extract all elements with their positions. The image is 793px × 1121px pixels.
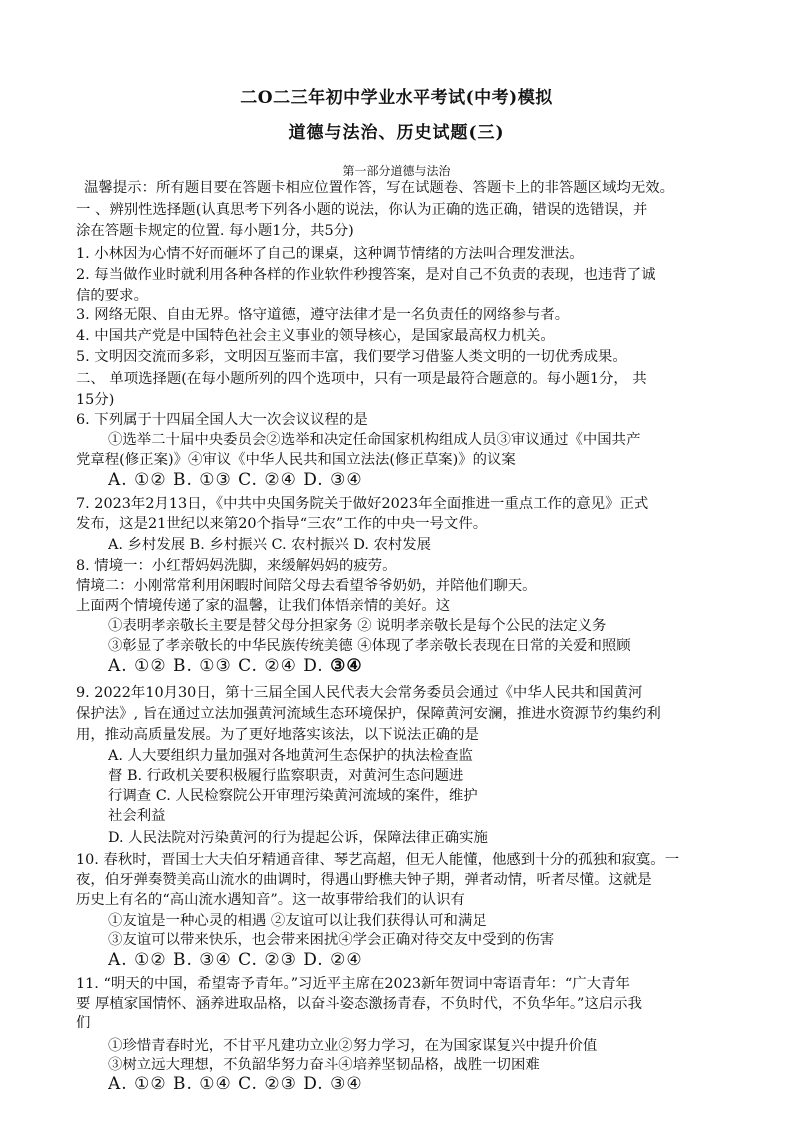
question-6-stem: 6. 下列属于十四届全国人大一次会议议程的是 — [76, 412, 368, 428]
notice: 温馨提示：所有题目要在答题卡相应位置作答，写在试题卷、答题卡上的非答题区域均无效。 — [84, 180, 675, 196]
section1-intro: 一 、辨别性选择题(认真思考下列各小题的说法，你认为正确的选正确，错误的选错误，并 — [76, 202, 648, 218]
question-8-items-cont: ③彰显了孝亲敬长的中华民族传统美德 ④体现了孝亲敬长表现在日常的关爱和照顾 — [108, 638, 631, 654]
question-11-items-cont: ③树立远大理想，不负韶华努力奋斗④培养坚韧品格，战胜一切困难 — [108, 1057, 540, 1073]
question-8-options — [108, 656, 768, 676]
question-7-stem-cont: 发布，这是21世纪以来第20个指导“三农”工作的中央一号文件。 — [76, 516, 488, 532]
question-2: 2. 每当做作业时就利用各种各样的作业软件秒搜答案，是对自己不负责的表现，也违背了诚 — [76, 267, 656, 283]
question-10-stem-cont-1: 夜，伯牙弹奏赞美高山流水的曲调时，得遇山野樵夫钟子期，弹者动情，听者尽懂。这就是 — [76, 872, 652, 888]
question-11-stem-cont-1: 要 厚植家国情怀、涵养进取品格，以奋斗姿态激扬青春，不负时代，不负华年。”这启示我 — [76, 996, 642, 1012]
section2-intro-cont: 15分) — [76, 392, 115, 408]
question-8-items: ①表明孝亲敬长主要是替父母分担家务 ② 说明孝亲敬长是每个公民的法定义务 — [108, 618, 607, 634]
question-10-options: A. ①② B. ③④ C. ②③ D. ②④ — [108, 950, 363, 970]
question-10-items: ①友谊是一种心灵的相遇 ②友谊可以让我们获得认可和满足 — [108, 913, 487, 929]
question-8-scene-1: 8. 情境一：小红帮妈妈洗脚，来缓解妈妈的疲劳。 — [76, 558, 397, 574]
question-6-options: A. ①② B. ①③ C. ②④ D. ③④ — [108, 470, 363, 490]
question-10-stem: 10. 春秋时，晋国士大夫伯牙精通音律、琴艺高超，但无人能懂，他感到十分的孤独和寂寞。一 — [76, 852, 680, 868]
question-9-option-d: D. 人民法院对污染黄河的行为提起公诉，保障法律正确实施 — [108, 830, 488, 846]
question-11-items: ①珍惜青春时光，不甘平凡建功立业②努力学习，在为国家谋复兴中提升价值 — [108, 1038, 598, 1054]
question-11-stem-cont-2: 们 — [76, 1015, 91, 1031]
question-9-stem: 9. 2022年10月30日，第十三届全国人民代表大会常务委员会通过《中华人民共和国黄河 — [76, 685, 643, 701]
question-9-stem-cont-2: 用，推动高质量发展。为了更好地落实该法，以下说法正确的是 — [76, 727, 479, 743]
question-8-stem: 上面两个情境传递了家的温馨，让我们体悟亲情的美好。这 — [76, 598, 451, 614]
question-6-items: ①选举二十届中央委员会②选举和决定任命国家机构组成人员③审议通过《中国共产 — [108, 432, 641, 448]
question-7-stem: 7. 2023年2月13日，《中共中央国务院关于做好2023年全面推进一重点工作的意见》正式 — [76, 496, 649, 512]
question-11-options: A. ①② B. ①④ C. ②③ D. ③④ — [108, 1074, 363, 1094]
question-2-cont: 信的要求。 — [76, 288, 148, 304]
question-10-items-cont: ③友谊可以带来快乐，也会带来困扰④学会正确对待交友中受到的伤害 — [108, 932, 555, 948]
question-8-options-main: A. ①② B. ①③ C. ②④ D. — [108, 656, 331, 676]
section2-intro: 二、 单项选择题(在每小题所列的四个选项中，只有一项是最符合题意的。每小题1分， 共 — [76, 371, 647, 387]
question-9-stem-cont-1: 保护法》, 旨在通过立法加强黄河流域生态环境保护，保障黄河安澜，推进水资源节约集约利 — [76, 706, 661, 722]
question-8-option-d-bold: ③④ — [330, 656, 363, 676]
question-9-option-c-cont: 社会利益 — [108, 808, 166, 824]
section1-intro-cont: 涂在答题卡规定的位置. 每小题1分，共5分) — [76, 223, 354, 239]
question-5: 5. 文明因交流而多彩，文明因互鉴而丰富，我们要学习借鉴人类文明的一切优秀成果。 — [76, 349, 627, 365]
exam-title: 二O二三年初中学业水平考试(中考)模拟 — [240, 88, 553, 108]
question-6-items-cont: 党章程(修正案)》④审议《中华人民共和国立法法(修正草案)》的议案 — [76, 452, 516, 468]
question-10-stem-cont-2: 历史上有名的“高山流水遇知音”。这一故事带给我们的认识有 — [76, 892, 465, 908]
question-11-stem: 11. “明天的中国，希望寄予青年。”习近平主席在2023新年贺词中寄语青年：“广大青年 — [76, 976, 630, 992]
question-7-options: A. 乡村发展 B. 乡村振兴 C. 农村振兴 D. 农村发展 — [108, 537, 432, 553]
question-9-option-c: 行调查 C. 人民检察院公开审理污染黄河流域的案件，维护 — [108, 788, 478, 804]
exam-subtitle: 道德与法治、历史试题(三) — [288, 123, 505, 143]
part-heading: 第一部分道德与法治 — [342, 164, 451, 178]
question-8-scene-2: 情境二：小刚常常利用闲暇时间陪父母去看望爷爷奶奶，并陪他们聊天。 — [76, 578, 537, 594]
question-3: 3. 网络无限、自由无界。恪守道德，遵守法律才是一名负责任的网络参与者。 — [76, 307, 570, 323]
question-4: 4. 中国共产党是中国特色社会主义事业的领导核心，是国家最高权力机关。 — [76, 328, 555, 344]
question-1: 1. 小林因为心情不好而砸坏了自己的课桌，这种调节情绪的方法叫合理发泄法。 — [76, 246, 584, 262]
question-9-option-b: 督 B. 行政机关要积极履行监察职责，对黄河生态问题进 — [108, 768, 464, 784]
question-9-option-a: A. 人大要组织力量加强对各地黄河生态保护的执法检查监 — [108, 748, 473, 764]
